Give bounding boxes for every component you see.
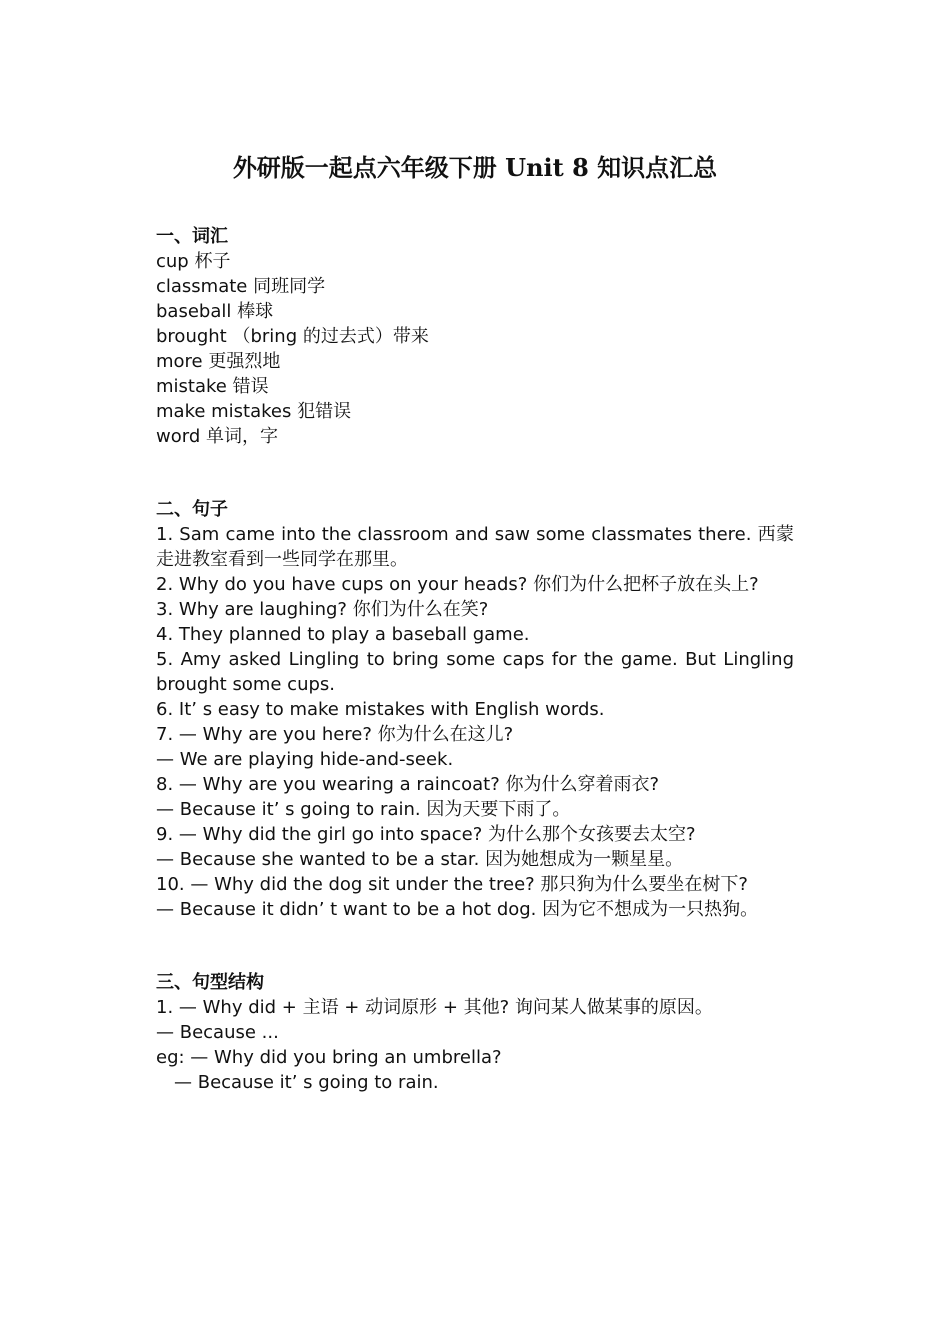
sentences-section xyxy=(156,497,794,922)
sentence-item: — Because it’ s going to rain. 因为天要下雨了。 xyxy=(156,799,571,820)
sentence-item: — We are playing hide-and-seek. xyxy=(156,749,454,770)
vocab-item: word 单词，字 xyxy=(156,426,278,447)
vocabulary-section xyxy=(156,224,794,449)
structure-heading: 三、句型结构 xyxy=(156,972,264,993)
document-title: 外研版一起点六年级下册 Unit 8 知识点汇总 xyxy=(232,153,718,182)
sentence-item: 1. Sam came into the classroom and saw some classmates there. 西蒙走进教室看到一些同学在那里。 xyxy=(156,524,794,570)
sentence-item: 8. — Why are you wearing a raincoat? 你为什么穿着雨衣? xyxy=(156,774,660,795)
structure-item: — Because it’ s going to rain. xyxy=(174,1072,439,1093)
vocab-item: baseball 棒球 xyxy=(156,301,274,322)
vocab-item: brought （bring 的过去式）带来 xyxy=(156,326,429,347)
sentence-item: 9. — Why did the girl go into space? 为什么那个女孩要去太空? xyxy=(156,824,696,845)
sentence-item: 6. It’ s easy to make mistakes with English words. xyxy=(156,699,605,720)
structure-item: — Because ... xyxy=(156,1022,279,1043)
vocab-item: make mistakes 犯错误 xyxy=(156,401,352,422)
sentence-item: 10. — Why did the dog sit under the tree? 那只狗为什么要坐在树下? xyxy=(156,874,748,895)
vocabulary-heading: 一、词汇 xyxy=(156,226,228,247)
sentences-heading: 二、句子 xyxy=(156,499,228,520)
vocab-item: mistake 错误 xyxy=(156,376,269,397)
vocab-item: more 更强烈地 xyxy=(156,351,281,372)
vocab-item: cup 杯子 xyxy=(156,251,231,272)
sentence-item: 4. They planned to play a baseball game. xyxy=(156,624,530,645)
sentence-item: — Because she wanted to be a star. 因为她想成为一颗星星。 xyxy=(156,849,684,870)
structure-item: 1. — Why did + 主语 + 动词原形 + 其他? 询问某人做某事的原因。 xyxy=(156,997,713,1018)
vocab-item: classmate 同班同学 xyxy=(156,276,326,297)
structure-section xyxy=(156,970,794,1095)
sentence-item: 3. Why are laughing? 你们为什么在笑? xyxy=(156,599,489,620)
sentence-item: 5. Amy asked Lingling to bring some caps for the game. But Lingling brought some cups. xyxy=(156,649,794,695)
sentence-item: 2. Why do you have cups on your heads? 你们为什么把杯子放在头上? xyxy=(156,574,759,595)
structure-item: eg: — Why did you bring an umbrella? xyxy=(156,1047,502,1068)
sentence-item: 7. — Why are you here? 你为什么在这儿? xyxy=(156,724,514,745)
sentence-item: — Because it didn’ t want to be a hot dog. 因为它不想成为一只热狗。 xyxy=(156,899,759,920)
